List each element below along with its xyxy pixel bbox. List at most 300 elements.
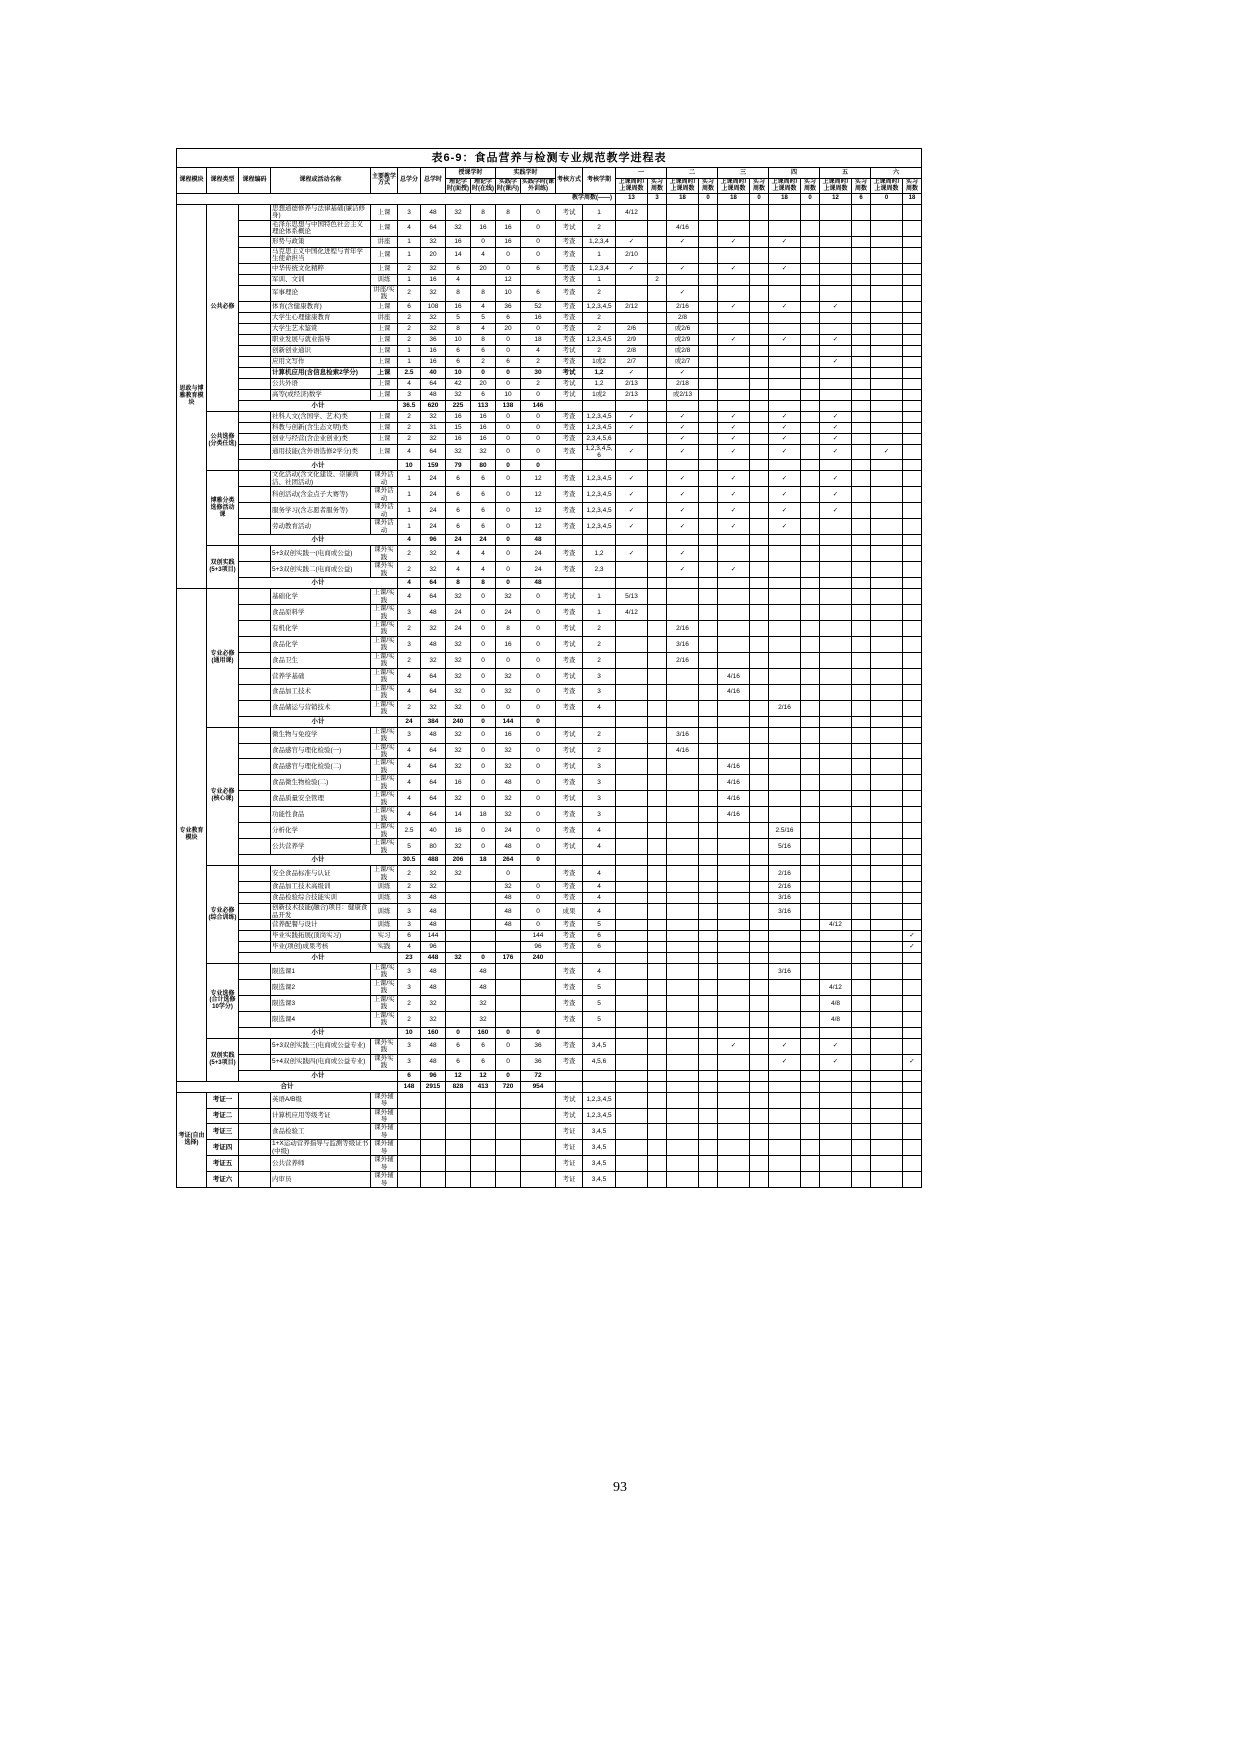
assess-term: 1 [583, 274, 616, 285]
semester-cell [801, 636, 820, 652]
semester-cell [852, 930, 871, 941]
semester-cell [699, 1108, 718, 1124]
semester-cell [699, 1054, 718, 1070]
semester-cell [801, 546, 820, 562]
semester-cell: ✓ [718, 471, 750, 487]
practice-out-hours [521, 1092, 556, 1108]
semester-cell: ✓ [718, 334, 750, 345]
semester-cell: ✓ [769, 433, 801, 444]
theory-f2f-hours: 32 [446, 589, 471, 605]
total-credits: 2 [398, 285, 421, 301]
semester-cell [820, 893, 852, 904]
assess-term: 1,2,3,4 [583, 263, 616, 274]
theory-f2f-hours: 8 [446, 285, 471, 301]
theory-online-hours: 0 [471, 952, 496, 963]
semester-cell [852, 839, 871, 855]
course-code [239, 727, 271, 743]
table-row [177, 605, 922, 621]
semester-cell [699, 411, 718, 422]
theory-f2f-hours: 6 [446, 356, 471, 367]
assess-term: 4,5,6 [583, 1054, 616, 1070]
teaching-weeks-value: 0 [871, 193, 903, 204]
semester-cell [699, 893, 718, 904]
theory-f2f-hours [446, 963, 471, 979]
total-hours: 64 [421, 684, 446, 700]
semester-cell [750, 963, 769, 979]
assess-term: 2 [583, 727, 616, 743]
practice-in-hours: 0 [496, 546, 521, 562]
theory-online-hours: 0 [471, 839, 496, 855]
semester-cell [852, 578, 871, 589]
semester-cell [699, 919, 718, 930]
table-row [177, 882, 922, 893]
semester-cell [852, 791, 871, 807]
semester-cell [667, 1038, 699, 1054]
semester-cell: ✓ [820, 422, 852, 433]
semester-cell [801, 963, 820, 979]
semester-cell [871, 904, 903, 920]
theory-online-hours: 32 [471, 995, 496, 1011]
semester-cell [903, 471, 922, 487]
total-credits: 1 [398, 236, 421, 247]
table-row [177, 1108, 922, 1124]
semester-cell [718, 716, 750, 727]
theory-f2f-hours: 6 [446, 1038, 471, 1054]
semester-cell [616, 1124, 648, 1140]
semester-cell [648, 716, 667, 727]
semester-cell [616, 855, 648, 866]
semester-cell [903, 274, 922, 285]
semester-cell [750, 904, 769, 920]
semester-cell: 2/10 [616, 247, 648, 263]
semester-cell [820, 1140, 852, 1156]
semester-cell [871, 312, 903, 323]
col-header-sem-intern-weeks: 实习周数 [648, 179, 667, 194]
semester-cell [903, 367, 922, 378]
semester-cell [871, 652, 903, 668]
total-credits: 4 [398, 578, 421, 589]
course-name: 公共营养师 [271, 1156, 371, 1172]
semester-cell [801, 652, 820, 668]
semester-cell [769, 367, 801, 378]
total-credits: 1 [398, 503, 421, 519]
semester-cell [750, 855, 769, 866]
semester-cell [769, 727, 801, 743]
table-row [177, 503, 922, 519]
semester-cell [750, 236, 769, 247]
semester-cell [648, 1108, 667, 1124]
semester-cell [616, 1172, 648, 1188]
semester-cell [769, 1027, 801, 1038]
total-credits: 24 [398, 716, 421, 727]
semester-cell [769, 535, 801, 546]
semester-cell [750, 589, 769, 605]
theory-f2f-hours: 32 [446, 389, 471, 400]
assess-term: 5 [583, 1011, 616, 1027]
assess-term: 3,4,5 [583, 1140, 616, 1156]
semester-cell [750, 312, 769, 323]
assess-method: 考查 [556, 893, 583, 904]
semester-cell [667, 904, 699, 920]
assess-term: 4 [583, 700, 616, 716]
semester-cell [648, 460, 667, 471]
practice-out-hours: 12 [521, 503, 556, 519]
semester-cell [903, 716, 922, 727]
table-row [177, 855, 922, 866]
semester-cell [801, 471, 820, 487]
semester-cell [801, 668, 820, 684]
theory-f2f-hours [446, 1092, 471, 1108]
total-hours: 24 [421, 519, 446, 535]
theory-online-hours [471, 904, 496, 920]
semester-cell: ✓ [769, 1054, 801, 1070]
semester-cell [616, 963, 648, 979]
theory-online-hours: 0 [471, 743, 496, 759]
total-credits: 2 [398, 882, 421, 893]
practice-out-hours: 0 [521, 919, 556, 930]
total-credits: 2 [398, 433, 421, 444]
course-code [239, 668, 271, 684]
semester-cell [903, 700, 922, 716]
semester-cell: 3/16 [769, 963, 801, 979]
semester-cell [718, 893, 750, 904]
theory-online-hours: 12 [471, 1070, 496, 1081]
theory-online-hours: 48 [471, 963, 496, 979]
total-hours: 32 [421, 620, 446, 636]
practice-out-hours: 18 [521, 334, 556, 345]
practice-in-hours: 48 [496, 919, 521, 930]
table-row [177, 589, 922, 605]
semester-cell [903, 535, 922, 546]
table-row [177, 471, 922, 487]
theory-f2f-hours: 16 [446, 823, 471, 839]
teaching-method: 课外辅导 [371, 1124, 398, 1140]
semester-cell [699, 1038, 718, 1054]
assess-method: 考查 [556, 301, 583, 312]
semester-cell [667, 684, 699, 700]
semester-cell [820, 839, 852, 855]
total-credits: 1 [398, 487, 421, 503]
semester-cell [801, 716, 820, 727]
semester-cell: ✓ [820, 487, 852, 503]
theory-f2f-hours: 8 [446, 578, 471, 589]
semester-cell: 或2/9 [667, 334, 699, 345]
semester-cell [871, 263, 903, 274]
semester-cell [648, 930, 667, 941]
total-hours: 96 [421, 941, 446, 952]
total-hours: 144 [421, 930, 446, 941]
semester-cell [871, 995, 903, 1011]
teaching-method: 上课/实践 [371, 775, 398, 791]
semester-cell [699, 620, 718, 636]
theory-f2f-hours: 79 [446, 460, 471, 471]
table-row [177, 487, 922, 503]
course-name: 5+4双创实践四(电商或公益专业) [271, 1054, 371, 1070]
course-code [239, 791, 271, 807]
practice-in-hours: 48 [496, 904, 521, 920]
semester-cell [769, 460, 801, 471]
table-row [177, 759, 922, 775]
semester-cell: ✓ [616, 519, 648, 535]
total-credits: 4 [398, 589, 421, 605]
teaching-method: 上课 [371, 345, 398, 356]
theory-online-hours [471, 1108, 496, 1124]
semester-cell [903, 952, 922, 963]
semester-cell [750, 743, 769, 759]
practice-in-hours [496, 1092, 521, 1108]
semester-cell [871, 378, 903, 389]
assess-term: 4 [583, 963, 616, 979]
semester-cell [903, 743, 922, 759]
semester-cell [718, 400, 750, 411]
semester-cell [903, 620, 922, 636]
semester-cell [871, 1054, 903, 1070]
semester-cell: ✓ [667, 444, 699, 460]
col-header-practice-out: 实践学时(课外训练) [522, 179, 554, 192]
total-hours: 32 [421, 323, 446, 334]
semester-cell: ✓ [667, 471, 699, 487]
course-code [239, 411, 271, 422]
semester-cell [769, 605, 801, 621]
semester-header: 二 [667, 168, 718, 179]
practice-out-hours: 0 [521, 700, 556, 716]
theory-f2f-hours: 16 [446, 411, 471, 422]
semester-cell [871, 204, 903, 220]
assess-term: 3 [583, 759, 616, 775]
semester-cell [801, 979, 820, 995]
col-header-term: 考核学期 [583, 168, 616, 194]
semester-cell: ✓ [616, 263, 648, 274]
semester-cell [750, 274, 769, 285]
cert-type-label: 考证五 [207, 1156, 239, 1172]
semester-cell [648, 1092, 667, 1108]
semester-cell [667, 460, 699, 471]
semester-cell [801, 791, 820, 807]
teaching-method: 课外实践 [371, 562, 398, 578]
course-name: 科教与创新(含生态文明)类 [271, 422, 371, 433]
semester-cell [852, 620, 871, 636]
total-credits [398, 1124, 421, 1140]
semester-header: 三 [718, 168, 769, 179]
assess-method: 考试 [556, 727, 583, 743]
semester-cell: 2.5/16 [769, 823, 801, 839]
semester-cell [801, 503, 820, 519]
semester-cell [820, 1027, 852, 1038]
semester-cell [616, 652, 648, 668]
practice-out-hours: 36 [521, 1038, 556, 1054]
theory-online-hours: 4 [471, 301, 496, 312]
semester-cell [648, 519, 667, 535]
course-code [239, 519, 271, 535]
course-code [239, 605, 271, 621]
semester-cell [648, 807, 667, 823]
semester-cell [820, 855, 852, 866]
total-credits: 3 [398, 389, 421, 400]
total-credits: 2 [398, 700, 421, 716]
table-row [177, 204, 922, 220]
semester-cell [718, 367, 750, 378]
semester-cell [667, 700, 699, 716]
teaching-method: 实践 [371, 941, 398, 952]
semester-cell [903, 247, 922, 263]
teaching-method: 上课/实践 [371, 652, 398, 668]
assess-term: 1,2 [583, 367, 616, 378]
semester-cell [718, 941, 750, 952]
semester-cell [718, 1092, 750, 1108]
semester-cell [616, 562, 648, 578]
semester-cell: ✓ [616, 503, 648, 519]
teaching-method: 上课 [371, 220, 398, 236]
semester-cell: 2/16 [667, 620, 699, 636]
semester-cell [750, 367, 769, 378]
practice-out-hours: 0 [521, 589, 556, 605]
semester-cell [769, 952, 801, 963]
table-row [177, 1054, 922, 1070]
course-code [239, 236, 271, 247]
semester-cell [903, 963, 922, 979]
total-credits: 2 [398, 866, 421, 882]
course-code [239, 866, 271, 882]
total-hours [421, 1156, 446, 1172]
practice-out-hours [521, 963, 556, 979]
semester-cell [903, 893, 922, 904]
theory-f2f-hours [446, 1172, 471, 1188]
col-header-credits: 总学分 [398, 168, 421, 194]
semester-cell [801, 684, 820, 700]
total-hours: 32 [421, 652, 446, 668]
course-name: 大学生心理健康教育 [271, 312, 371, 323]
theory-f2f-hours: 32 [446, 727, 471, 743]
semester-cell [648, 535, 667, 546]
semester-cell [750, 716, 769, 727]
teaching-method: 上课/实践 [371, 963, 398, 979]
theory-f2f-hours: 32 [446, 684, 471, 700]
semester-cell [648, 562, 667, 578]
course-code [239, 941, 271, 952]
practice-in-hours: 0 [496, 578, 521, 589]
teaching-method: 训练 [371, 919, 398, 930]
total-credits: 2 [398, 562, 421, 578]
semester-cell [871, 700, 903, 716]
semester-cell [699, 855, 718, 866]
semester-cell [852, 323, 871, 334]
semester-cell [667, 1156, 699, 1172]
semester-cell [903, 1108, 922, 1124]
semester-cell [820, 791, 852, 807]
semester-cell [750, 1011, 769, 1027]
total-hours: 64 [421, 220, 446, 236]
semester-cell: 2/12 [616, 301, 648, 312]
theory-f2f-hours: 4 [446, 274, 471, 285]
theory-online-hours: 0 [471, 589, 496, 605]
semester-cell [648, 1027, 667, 1038]
teaching-method: 上课 [371, 433, 398, 444]
semester-cell [616, 636, 648, 652]
semester-cell [903, 204, 922, 220]
semester-cell [820, 823, 852, 839]
semester-cell [648, 312, 667, 323]
course-code [239, 893, 271, 904]
course-code [239, 444, 271, 460]
semester-cell [801, 400, 820, 411]
teaching-method: 实习 [371, 930, 398, 941]
semester-cell [648, 855, 667, 866]
assess-term: 1,2,3,4,5 [583, 503, 616, 519]
course-name: 应用文写作 [271, 356, 371, 367]
total-credits: 2 [398, 1011, 421, 1027]
semester-cell: ✓ [667, 367, 699, 378]
semester-cell [667, 204, 699, 220]
total-credits: 1 [398, 345, 421, 356]
semester-cell: 3/16 [667, 727, 699, 743]
semester-cell [699, 433, 718, 444]
semester-cell [769, 636, 801, 652]
total-credits: 10 [398, 460, 421, 471]
course-name: 服务学习(含志愿者服务等) [271, 503, 371, 519]
assess-method: 考证 [556, 1156, 583, 1172]
semester-cell [648, 743, 667, 759]
practice-out-hours: 0 [521, 855, 556, 866]
table-row [177, 400, 922, 411]
semester-cell [871, 1124, 903, 1140]
semester-cell [750, 433, 769, 444]
practice-in-hours: 0 [496, 1027, 521, 1038]
semester-cell [820, 1172, 852, 1188]
col-header-sem-intern-weeks: 实习周数 [903, 179, 922, 194]
practice-out-hours: 0 [521, 882, 556, 893]
course-code [239, 589, 271, 605]
course-name: 计算机应用(含信息检索2学分) [271, 367, 371, 378]
total-credits: 1 [398, 247, 421, 263]
course-code [239, 247, 271, 263]
assess-term: 1,2,3,4,5,6 [583, 444, 616, 460]
semester-cell [750, 460, 769, 471]
teaching-method: 课外辅导 [371, 1156, 398, 1172]
semester-cell: ✓ [820, 444, 852, 460]
teaching-method: 课外辅导 [371, 1140, 398, 1156]
theory-f2f-hours: 15 [446, 422, 471, 433]
semester-cell [648, 578, 667, 589]
assess-method [556, 952, 583, 963]
semester-cell [699, 274, 718, 285]
course-name: 社科人文(含国学、艺术)类 [271, 411, 371, 422]
semester-cell [648, 285, 667, 301]
col-header-module: 课程模块 [177, 168, 207, 194]
semester-cell: ✓ [718, 236, 750, 247]
course-code [239, 620, 271, 636]
semester-cell [871, 855, 903, 866]
semester-cell: ✓ [820, 356, 852, 367]
theory-online-hours: 0 [471, 823, 496, 839]
theory-online-hours [471, 274, 496, 285]
semester-cell [648, 919, 667, 930]
course-type-label: 专业必修(核心课) [207, 727, 239, 866]
assess-method: 考试 [556, 743, 583, 759]
semester-cell [718, 578, 750, 589]
teaching-method: 上课 [371, 301, 398, 312]
semester-cell: ✓ [769, 444, 801, 460]
semester-cell [648, 652, 667, 668]
semester-cell [616, 807, 648, 823]
semester-cell [648, 1156, 667, 1172]
practice-in-hours: 0 [496, 866, 521, 882]
semester-cell: 3/16 [667, 636, 699, 652]
semester-cell [699, 1172, 718, 1188]
semester-cell [852, 247, 871, 263]
table-row [177, 904, 922, 920]
course-code [239, 312, 271, 323]
semester-cell [801, 605, 820, 621]
